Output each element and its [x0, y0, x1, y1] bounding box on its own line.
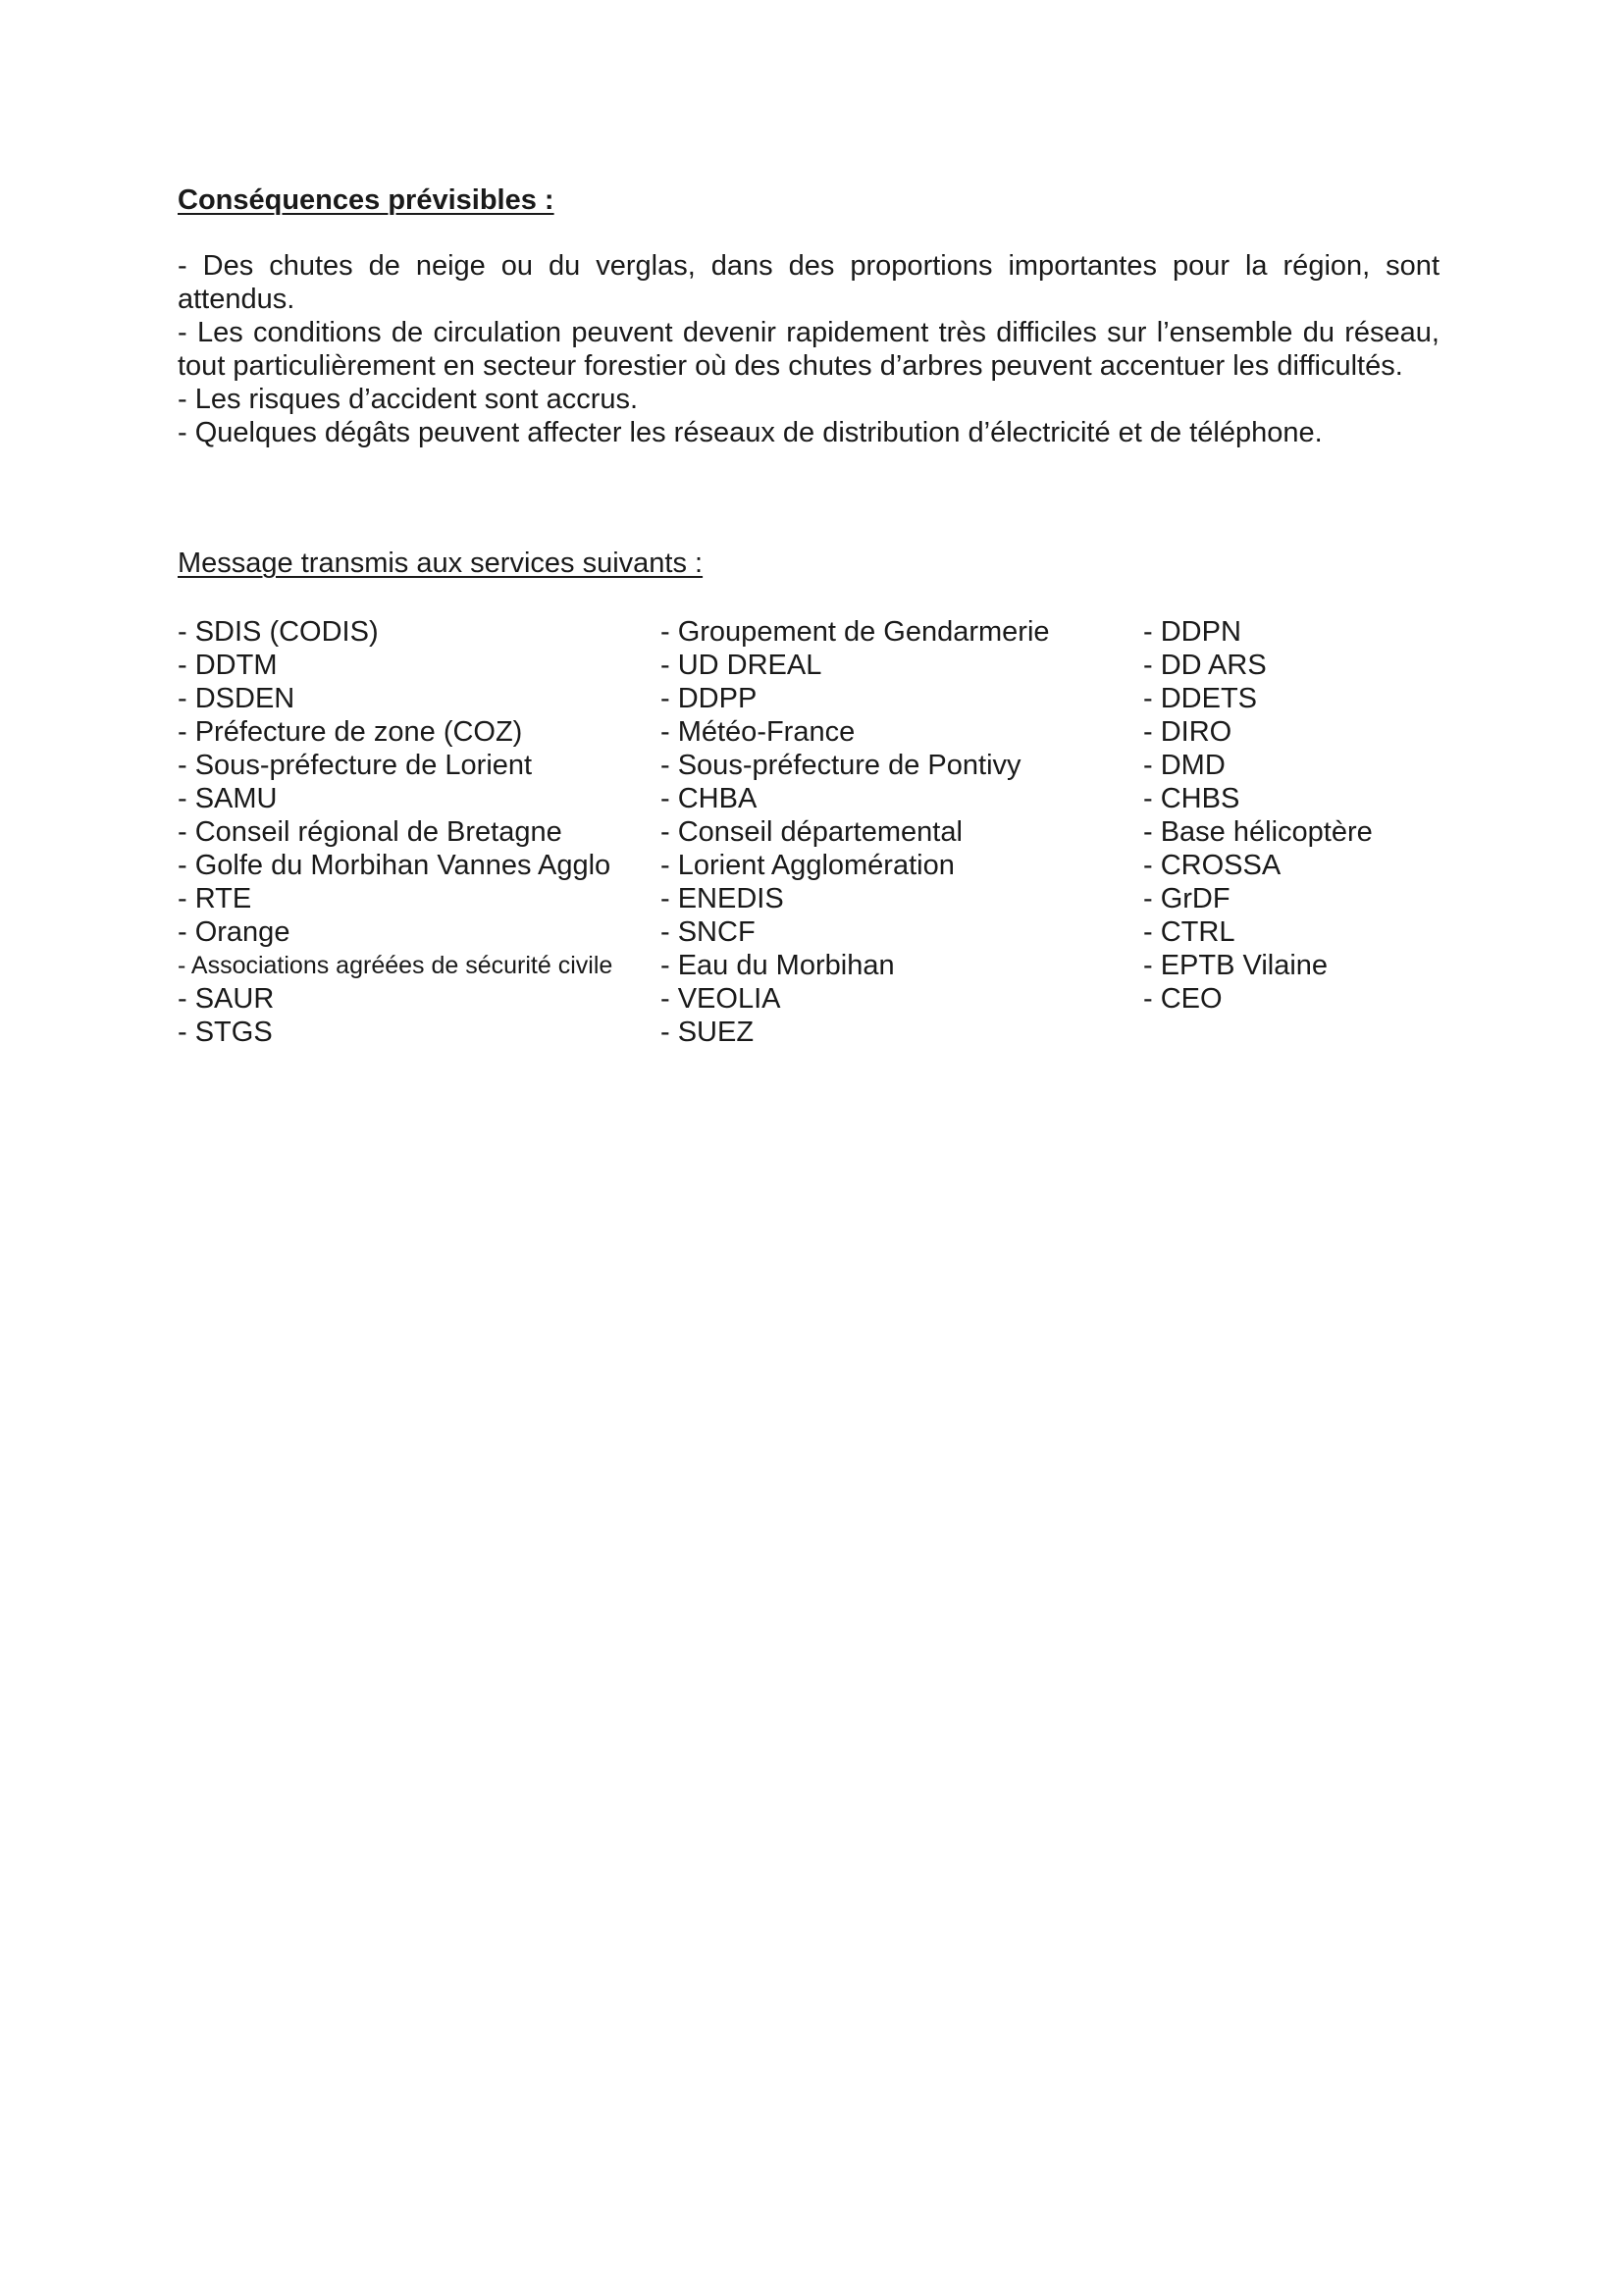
recipient-item: - DDPN	[1143, 616, 1241, 648]
recipient-item: - Sous-préfecture de Lorient	[178, 750, 533, 781]
recipient-item: - CROSSA	[1143, 850, 1282, 881]
recipient-item: - SAMU	[178, 783, 278, 814]
recipient-item: - DD ARS	[1143, 650, 1267, 681]
recipient-item: - VEOLIA	[660, 983, 781, 1015]
consequence-item: - Quelques dégâts peuvent affecter les réseaux de distribution d’électricité et de téléphone.	[178, 417, 1323, 448]
recipient-item: - SNCF	[660, 916, 756, 948]
recipient-item: - DDTM	[178, 650, 278, 681]
consequence-item: - Les risques d’accident sont accrus.	[178, 384, 639, 415]
recipients-column-2	[660, 615, 1050, 1049]
consequence-item: - Des chutes de neige ou du verglas, dans des proportions importantes pour la région, sont attendus.	[178, 250, 1440, 315]
recipient-item: - Orange	[178, 916, 290, 948]
recipient-item: - GrDF	[1143, 883, 1230, 914]
recipient-item: - EPTB Vilaine	[1143, 950, 1329, 981]
recipient-item: - DIRO	[1143, 716, 1232, 748]
recipient-item: - DMD	[1143, 750, 1226, 781]
recipient-item: - DSDEN	[178, 683, 295, 714]
recipient-item: - Eau du Morbihan	[660, 950, 895, 981]
recipient-item: - CTRL	[1143, 916, 1235, 948]
recipient-item: - SDIS (CODIS)	[178, 616, 379, 648]
recipient-item: - Préfecture de zone (COZ)	[178, 716, 523, 748]
recipient-item: - UD DREAL	[660, 650, 822, 681]
recipient-item: - Associations agréées de sécurité civile	[178, 952, 613, 979]
recipients-column-3	[1143, 615, 1373, 1016]
recipient-item: - SAUR	[178, 983, 275, 1015]
recipient-item: - CHBS	[1143, 783, 1240, 814]
recipient-item: - Base hélicoptère	[1143, 816, 1373, 848]
recipient-item: - STGS	[178, 1017, 273, 1048]
consequences-list	[178, 249, 1440, 449]
recipient-item: - RTE	[178, 883, 252, 914]
recipient-item: - CEO	[1143, 983, 1223, 1015]
recipient-item: - Sous-préfecture de Pontivy	[660, 750, 1021, 781]
consequence-item: - Les conditions de circulation peuvent devenir rapidement très difficiles sur l’ensemble du réseau, tout particulièrement en secteur forestier où des chutes d’arbres peuvent accentuer les difficultés.	[178, 317, 1440, 382]
recipient-item: - SUEZ	[660, 1017, 755, 1048]
recipients-column-1	[178, 615, 612, 1049]
recipient-item: - Lorient Agglomération	[660, 850, 955, 881]
recipient-item: - Groupement de Gendarmerie	[660, 616, 1050, 648]
recipient-item: - Conseil départemental	[660, 816, 963, 848]
recipient-item: - CHBA	[660, 783, 758, 814]
recipient-item: - DDPP	[660, 683, 758, 714]
message-recipients-title: Message transmis aux services suivants :	[178, 548, 704, 579]
recipient-item: - Golfe du Morbihan Vannes Agglo	[178, 850, 611, 881]
recipient-item: - DDETS	[1143, 683, 1257, 714]
recipient-item: - Conseil régional de Bretagne	[178, 816, 562, 848]
consequences-title: Conséquences prévisibles :	[178, 184, 554, 216]
recipient-item: - ENEDIS	[660, 883, 784, 914]
recipient-item: - Météo-France	[660, 716, 856, 748]
